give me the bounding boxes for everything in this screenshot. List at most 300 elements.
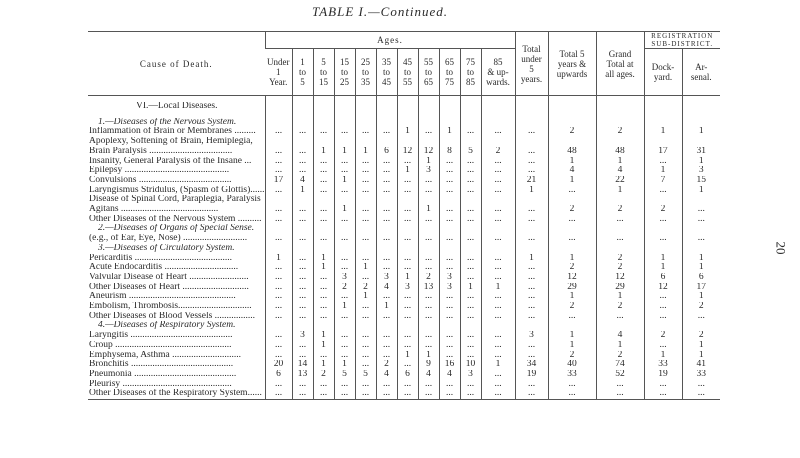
- cell-value: ...: [460, 176, 481, 186]
- table-row: [88, 389, 720, 399]
- cell-value: ...: [397, 205, 418, 215]
- cell-value: [682, 195, 720, 205]
- header-cause: Cause of Death.: [88, 32, 265, 96]
- cell-value: 1: [355, 147, 376, 157]
- table-row: [88, 176, 720, 186]
- cell-value: ...: [376, 380, 397, 390]
- header-age-col: 1 to 5: [292, 49, 313, 96]
- cell-value: ...: [265, 283, 292, 293]
- cell-value: [397, 244, 418, 254]
- cell-value: ...: [376, 389, 397, 399]
- cell-value: [265, 195, 292, 205]
- cell-value: [515, 118, 548, 128]
- cell-value: [355, 102, 376, 112]
- row-label: Acute Endocarditis ...............................: [89, 263, 239, 273]
- cell-value: ...: [292, 302, 313, 312]
- cell-value: 1: [265, 254, 292, 264]
- cell-value: 1: [596, 341, 644, 351]
- cell-value: 1: [548, 176, 596, 186]
- cell-value: 31: [682, 147, 720, 157]
- cell-value: ...: [265, 312, 292, 322]
- cell-value: ...: [418, 331, 439, 341]
- cell-value: ...: [548, 234, 596, 244]
- cell-value: ...: [355, 166, 376, 176]
- cell-value: ...: [439, 292, 460, 302]
- cell-value: ...: [596, 234, 644, 244]
- cell-value: 12: [418, 147, 439, 157]
- cell-value: ...: [481, 331, 515, 341]
- cell-value: 2: [548, 302, 596, 312]
- cell-value: [644, 118, 682, 128]
- cell-value: 48: [548, 147, 596, 157]
- table-row: [88, 127, 720, 137]
- cell-value: 40: [548, 360, 596, 370]
- cell-value: ...: [355, 186, 376, 196]
- cell-value: [682, 102, 720, 112]
- cell-value: ...: [460, 215, 481, 225]
- cell-value: ...: [644, 380, 682, 390]
- row-label: Laryngitis ...........................................: [89, 331, 233, 341]
- cell-value: ...: [265, 380, 292, 390]
- section-heading-row: [88, 321, 720, 331]
- cell-value: 4: [376, 370, 397, 380]
- cell-value: [265, 137, 292, 147]
- header-age-col: 75 to 85: [460, 49, 481, 96]
- cell-value: [376, 244, 397, 254]
- cell-value: 3: [439, 283, 460, 293]
- cell-value: ...: [460, 166, 481, 176]
- cell-value: [313, 195, 334, 205]
- cell-value: ...: [265, 263, 292, 273]
- cell-value: ...: [460, 341, 481, 351]
- cell-value: ...: [265, 147, 292, 157]
- cell-value: 13: [292, 370, 313, 380]
- cell-value: 1: [682, 127, 720, 137]
- cell-value: [376, 195, 397, 205]
- cell-value: [418, 102, 439, 112]
- cell-value: 1: [644, 166, 682, 176]
- cell-value: ...: [376, 292, 397, 302]
- cell-value: ...: [644, 234, 682, 244]
- row-label: Other Diseases of the Respiratory System......: [88, 389, 265, 399]
- row-label: Aneurism .............................................: [89, 292, 236, 302]
- cell-value: 17: [682, 283, 720, 293]
- cell-value: ...: [397, 312, 418, 322]
- cell-value: ...: [376, 127, 397, 137]
- row-label: Agitans .........................................: [89, 205, 219, 215]
- cell-value: [334, 118, 355, 128]
- cell-value: ...: [397, 331, 418, 341]
- cell-value: ...: [334, 215, 355, 225]
- cell-value: ...: [548, 215, 596, 225]
- cell-value: [355, 244, 376, 254]
- cell-value: [376, 137, 397, 147]
- cell-value: 3: [515, 331, 548, 341]
- mortality-table: [88, 31, 720, 400]
- cell-value: [515, 224, 548, 234]
- cell-value: ...: [439, 302, 460, 312]
- cell-value: ...: [313, 389, 334, 399]
- cell-value: ...: [515, 205, 548, 215]
- cell-value: [397, 118, 418, 128]
- cell-value: ...: [460, 389, 481, 399]
- section-heading-row: [88, 102, 720, 112]
- cell-value: 1: [548, 341, 596, 351]
- cell-value: ...: [292, 292, 313, 302]
- cell-value: 1: [596, 186, 644, 196]
- cell-value: 6: [397, 370, 418, 380]
- cell-value: [481, 118, 515, 128]
- cell-value: ...: [376, 205, 397, 215]
- cell-value: 3: [376, 273, 397, 283]
- cell-value: 1: [334, 360, 355, 370]
- cell-value: ...: [397, 254, 418, 264]
- cell-value: ...: [397, 263, 418, 273]
- cell-value: ...: [397, 341, 418, 351]
- cell-value: [376, 102, 397, 112]
- cell-value: ...: [439, 254, 460, 264]
- cell-value: 5: [334, 370, 355, 380]
- cell-value: ...: [355, 341, 376, 351]
- cell-value: ...: [397, 176, 418, 186]
- cell-value: ...: [292, 147, 313, 157]
- row-label: Croup .................................................: [89, 340, 232, 350]
- cell-value: ...: [515, 341, 548, 351]
- cell-value: 2: [418, 273, 439, 283]
- cell-value: ...: [439, 176, 460, 186]
- row-label: Other Diseases of the Nervous System ..........: [89, 214, 262, 224]
- row-label: Pericarditis .........................................: [89, 253, 233, 263]
- cell-value: 1: [334, 205, 355, 215]
- table-row: [88, 370, 720, 380]
- cell-value: ...: [481, 341, 515, 351]
- cell-value: 29: [596, 283, 644, 293]
- cell-value: 2: [313, 370, 334, 380]
- cell-value: ...: [439, 331, 460, 341]
- cell-value: ...: [644, 341, 682, 351]
- row-label: Inflammation of Brain or Membranes .........: [89, 127, 256, 137]
- cell-value: ...: [397, 389, 418, 399]
- cell-value: [292, 224, 313, 234]
- cell-value: ...: [682, 389, 720, 399]
- cell-value: ...: [313, 127, 334, 137]
- cell-value: [334, 102, 355, 112]
- cell-value: [596, 195, 644, 205]
- cell-value: ...: [418, 234, 439, 244]
- cell-value: [682, 321, 720, 331]
- cell-value: [292, 195, 313, 205]
- cell-value: 2: [548, 127, 596, 137]
- cell-value: [376, 118, 397, 128]
- cell-value: ...: [481, 157, 515, 167]
- cell-value: 2: [334, 283, 355, 293]
- header-age-col: 55 to 65: [418, 49, 439, 96]
- cell-value: ...: [515, 157, 548, 167]
- cell-value: ...: [481, 127, 515, 137]
- cell-value: ...: [439, 341, 460, 351]
- cell-value: 48: [596, 147, 644, 157]
- cell-value: ...: [334, 341, 355, 351]
- cell-value: ...: [481, 302, 515, 312]
- cell-value: [313, 118, 334, 128]
- cell-value: 3: [418, 166, 439, 176]
- cell-value: 2: [548, 351, 596, 361]
- cell-value: 1: [682, 351, 720, 361]
- cell-value: ...: [682, 380, 720, 390]
- cell-value: 1: [644, 263, 682, 273]
- cell-value: ...: [397, 157, 418, 167]
- cell-value: [292, 244, 313, 254]
- cell-value: 1: [355, 292, 376, 302]
- cell-value: ...: [265, 331, 292, 341]
- row-label: Bronchitis ...........................................: [89, 360, 234, 370]
- cell-value: [596, 102, 644, 112]
- cell-value: ...: [292, 127, 313, 137]
- cell-value: ...: [439, 312, 460, 322]
- cell-value: 6: [644, 273, 682, 283]
- cell-value: 1: [596, 157, 644, 167]
- cell-value: [334, 244, 355, 254]
- cell-value: [334, 321, 355, 331]
- cell-value: 1: [334, 302, 355, 312]
- cell-value: ...: [334, 312, 355, 322]
- cell-value: ...: [515, 380, 548, 390]
- cell-value: [334, 195, 355, 205]
- cell-value: 1: [481, 360, 515, 370]
- cell-value: ...: [644, 292, 682, 302]
- cell-value: [439, 102, 460, 112]
- cell-value: ...: [334, 380, 355, 390]
- cell-value: [439, 195, 460, 205]
- cell-value: 3: [682, 166, 720, 176]
- cell-value: ...: [313, 166, 334, 176]
- cell-value: ...: [313, 234, 334, 244]
- cell-value: 1: [334, 176, 355, 186]
- table-row: [88, 273, 720, 283]
- cell-value: ...: [515, 263, 548, 273]
- cell-value: ...: [355, 176, 376, 186]
- cell-value: ...: [355, 254, 376, 264]
- cell-value: ...: [481, 273, 515, 283]
- table-row: [88, 254, 720, 264]
- cell-value: 1: [596, 292, 644, 302]
- cell-value: ...: [376, 331, 397, 341]
- cell-value: ...: [481, 312, 515, 322]
- cell-value: 1: [682, 157, 720, 167]
- cell-value: ...: [334, 351, 355, 361]
- cell-value: 6: [265, 370, 292, 380]
- cell-value: 10: [460, 360, 481, 370]
- table-row: [88, 360, 720, 370]
- row-label: Pneumonia ...........................................: [89, 369, 237, 379]
- cell-value: [644, 137, 682, 147]
- cell-value: 2: [481, 147, 515, 157]
- table-row: [88, 341, 720, 351]
- cell-value: [355, 118, 376, 128]
- cell-value: ...: [376, 312, 397, 322]
- cell-value: 1: [548, 254, 596, 264]
- table-row: [88, 195, 720, 205]
- cell-value: ...: [292, 273, 313, 283]
- cell-value: ...: [418, 389, 439, 399]
- cell-value: ...: [439, 380, 460, 390]
- cell-value: ...: [292, 380, 313, 390]
- cell-value: ...: [481, 292, 515, 302]
- cell-value: 1: [397, 166, 418, 176]
- cell-value: ...: [481, 389, 515, 399]
- cell-value: 12: [397, 147, 418, 157]
- cell-value: ...: [265, 166, 292, 176]
- cell-value: [397, 321, 418, 331]
- cell-value: 1: [644, 351, 682, 361]
- cell-value: ...: [596, 389, 644, 399]
- cell-value: [481, 244, 515, 254]
- cell-value: [334, 224, 355, 234]
- cell-value: ...: [265, 389, 292, 399]
- cell-value: ...: [515, 389, 548, 399]
- cell-value: ...: [481, 380, 515, 390]
- header-age-col: 45 to 55: [397, 49, 418, 96]
- cell-value: [313, 102, 334, 112]
- cell-value: 2: [596, 302, 644, 312]
- cell-value: ...: [481, 263, 515, 273]
- table-row: [88, 283, 720, 293]
- cell-value: ...: [313, 205, 334, 215]
- cell-value: [481, 195, 515, 205]
- cell-value: ...: [515, 302, 548, 312]
- cell-value: 1: [682, 186, 720, 196]
- table-row: [88, 157, 720, 167]
- cell-value: 33: [548, 370, 596, 380]
- cell-value: ...: [265, 127, 292, 137]
- cell-value: ...: [418, 302, 439, 312]
- cell-value: [682, 224, 720, 234]
- cell-value: [460, 195, 481, 205]
- cell-value: ...: [418, 127, 439, 137]
- cell-value: [481, 224, 515, 234]
- table-row: [88, 166, 720, 176]
- row-label: (e.g., of Ear, Eye, Nose) ...........................: [89, 234, 248, 244]
- cell-value: ...: [292, 215, 313, 225]
- cell-value: 14: [292, 360, 313, 370]
- row-label: 3.—Diseases of Circulatory System.: [98, 243, 235, 253]
- cell-value: ...: [334, 186, 355, 196]
- cell-value: 1: [418, 205, 439, 215]
- cell-value: [418, 244, 439, 254]
- cell-value: ...: [397, 292, 418, 302]
- cell-value: ...: [355, 157, 376, 167]
- cell-value: [682, 137, 720, 147]
- cell-value: ...: [265, 205, 292, 215]
- cell-value: ...: [292, 312, 313, 322]
- table-row: [88, 147, 720, 157]
- header-total-5-upwards: Total 5 years & upwards: [548, 32, 596, 96]
- cell-value: ...: [355, 205, 376, 215]
- cell-value: ...: [439, 215, 460, 225]
- cell-value: ...: [548, 389, 596, 399]
- cell-value: 7: [644, 176, 682, 186]
- cell-value: 1: [515, 254, 548, 264]
- cell-value: [548, 195, 596, 205]
- cell-value: ...: [515, 273, 548, 283]
- cell-value: [548, 118, 596, 128]
- cell-value: ...: [515, 234, 548, 244]
- cell-value: 4: [376, 283, 397, 293]
- cell-value: ...: [292, 166, 313, 176]
- cell-value: ...: [418, 341, 439, 351]
- cell-value: 2: [596, 205, 644, 215]
- section-heading-row: [88, 224, 720, 234]
- cell-value: 1: [313, 331, 334, 341]
- cell-value: ...: [515, 127, 548, 137]
- page-number: 20: [773, 241, 789, 255]
- cell-value: [397, 137, 418, 147]
- cell-value: 1: [397, 351, 418, 361]
- row-label: Pleurisy ..............................................: [89, 379, 232, 389]
- table-row: [88, 292, 720, 302]
- cell-value: 4: [596, 166, 644, 176]
- section-heading-row: [88, 244, 720, 254]
- cell-value: 2: [548, 263, 596, 273]
- cell-value: ...: [418, 312, 439, 322]
- cell-value: [292, 321, 313, 331]
- cell-value: [548, 244, 596, 254]
- cell-value: 1: [313, 360, 334, 370]
- table-row: [88, 302, 720, 312]
- cell-value: ...: [460, 331, 481, 341]
- cell-value: [644, 102, 682, 112]
- cell-value: [481, 137, 515, 147]
- cell-value: 4: [548, 166, 596, 176]
- cell-value: [481, 321, 515, 331]
- row-label: Epilepsy ............................................: [89, 166, 230, 176]
- cell-value: ...: [334, 254, 355, 264]
- cell-value: 17: [644, 147, 682, 157]
- cell-value: [644, 321, 682, 331]
- row-label: Disease of Spinal Cord, Paraplegia, Paralysis: [89, 195, 261, 205]
- cell-value: ...: [292, 283, 313, 293]
- cell-value: ...: [418, 380, 439, 390]
- cell-value: 19: [515, 370, 548, 380]
- table-row: [88, 137, 720, 147]
- cell-value: [313, 137, 334, 147]
- cell-value: [439, 244, 460, 254]
- cell-value: ...: [355, 351, 376, 361]
- cell-value: 1: [418, 351, 439, 361]
- cell-value: ...: [481, 186, 515, 196]
- cell-value: ...: [418, 176, 439, 186]
- cell-value: 12: [596, 273, 644, 283]
- cell-value: 5: [355, 370, 376, 380]
- cell-value: ...: [265, 273, 292, 283]
- header-arsenal: Ar- senal.: [682, 49, 720, 96]
- cell-value: ...: [334, 166, 355, 176]
- cell-value: ...: [313, 273, 334, 283]
- cell-value: [355, 224, 376, 234]
- cell-value: ...: [334, 234, 355, 244]
- cell-value: 3: [334, 273, 355, 283]
- cell-value: [439, 118, 460, 128]
- cell-value: 6: [376, 147, 397, 157]
- row-label: 2.—Diseases of Organs of Special Sense.: [98, 224, 255, 234]
- cell-value: ...: [397, 380, 418, 390]
- cell-value: ...: [265, 351, 292, 361]
- cell-value: ...: [481, 234, 515, 244]
- cell-value: ...: [682, 215, 720, 225]
- cell-value: 3: [460, 370, 481, 380]
- cell-value: 1: [397, 273, 418, 283]
- cell-value: 3: [397, 283, 418, 293]
